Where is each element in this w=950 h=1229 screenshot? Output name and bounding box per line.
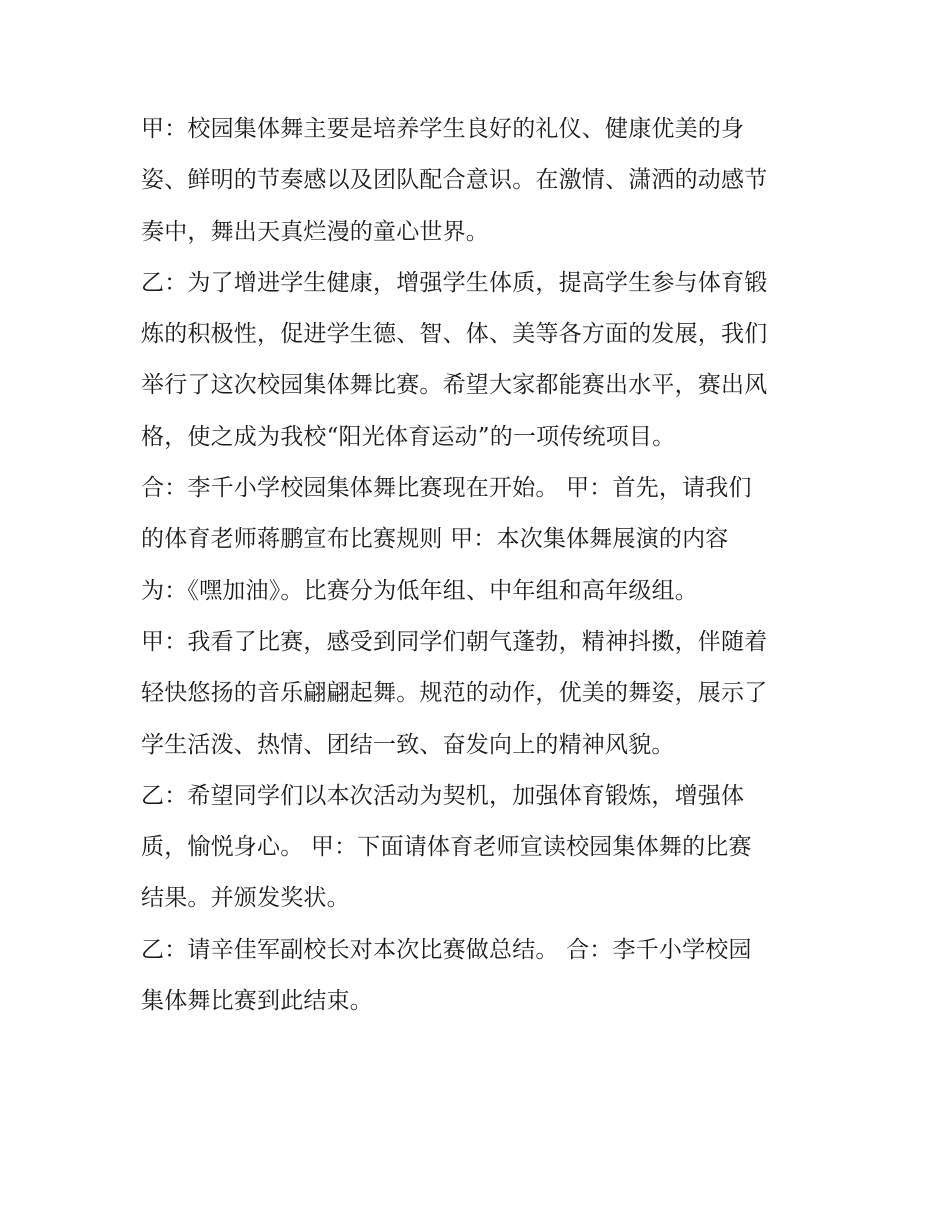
text-line: 乙：为了增进学生健康，增强学生体质，提高学生参与体育锻 <box>141 269 768 296</box>
text-line: 姿、鲜明的节奏感以及团队配合意识。在激情、潇洒的动感节 <box>141 167 768 194</box>
text-line: 甲：校园集体舞主要是培养学生良好的礼仪、健康优美的身 <box>141 116 745 142</box>
text-line: 质，愉悦身心。 甲：下面请体育老师宣读校园集体舞的比赛 <box>141 834 752 861</box>
text-line: 合：李千小学校园集体舞比赛现在开始。 甲：首先，请我们 <box>141 475 752 502</box>
text-line: 学生活泼、热情、团结一致、奋发向上的精神风貌。 <box>141 731 675 758</box>
text-line: 的体育老师蒋鹏宣布比赛规则 甲：本次集体舞展演的内容 <box>141 526 729 553</box>
text-line: 甲：我看了比赛，感受到同学们朝气蓬勃，精神抖擞，伴随着 <box>141 628 768 655</box>
text-line: 轻快悠扬的音乐翩翩起舞。规范的动作，优美的舞姿，展示了 <box>141 680 768 707</box>
text-line: 奏中，舞出天真烂漫的童心世界。 <box>141 218 489 245</box>
text-line: 为：《嘿加油》。比赛分为低年组、中年组和高年级组。 <box>141 577 698 604</box>
text-line: 炼的积极性，促进学生德、智、体、美等各方面的发展，我们 <box>141 321 768 348</box>
document-body <box>141 110 821 1033</box>
text-line: 乙：希望同学们以本次活动为契机，加强体育锻炼，增强体 <box>141 782 745 809</box>
text-line: 乙：请辛佳军副校长对本次比赛做总结。 合：李千小学校园 <box>141 936 752 963</box>
text-line: 举行了这次校园集体舞比赛。希望大家都能赛出水平，赛出风 <box>141 372 768 399</box>
text-line: 集体舞比赛到此结束。 <box>141 988 373 1015</box>
text-line: 结果。并颁发奖状。 <box>141 885 350 912</box>
text-line: 格，使之成为我校“阳光体育运动”的一项传统项目。 <box>141 423 676 450</box>
